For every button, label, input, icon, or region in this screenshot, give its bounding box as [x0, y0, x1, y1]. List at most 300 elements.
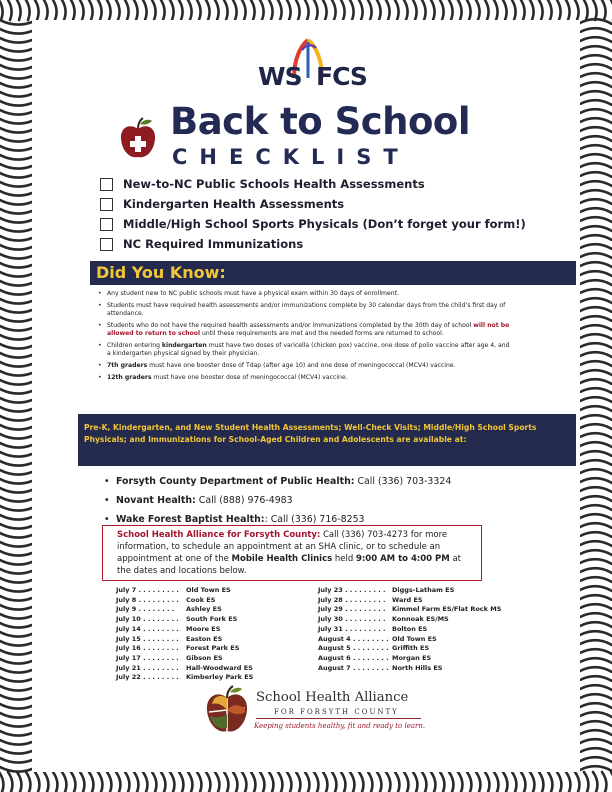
border-stripe: [0, 200, 32, 205]
border-stripe: [580, 559, 612, 564]
border-stripe: [0, 497, 32, 502]
page-title: Back to School: [170, 100, 471, 143]
border-stripe: [0, 362, 32, 367]
border-stripe: [0, 533, 32, 538]
border-stripe: [0, 218, 32, 223]
schedule-row: [116, 625, 253, 635]
border-stripe: [580, 91, 612, 96]
border-stripe: [539, 772, 543, 792]
border-stripe: [580, 694, 612, 699]
schedule-row: [318, 586, 501, 596]
schedule-school: Griffith ES: [392, 644, 430, 653]
border-stripe: [197, 0, 201, 20]
border-stripe: [580, 712, 612, 717]
schedule-school: Moore ES: [186, 624, 221, 633]
schedule-date: July 16 . . . . . . . .: [116, 644, 179, 653]
schedule-school: North Hills ES: [392, 663, 443, 672]
border-stripe: [413, 0, 417, 20]
border-stripe: [152, 772, 156, 792]
border-stripe: [0, 767, 32, 772]
border-stripe: [116, 0, 120, 20]
border-stripe: [494, 0, 498, 20]
schedule-school: Kimberley Park ES: [186, 673, 254, 682]
border-stripe: [26, 772, 30, 792]
schedule-row: [318, 664, 501, 674]
border-stripe: [188, 772, 192, 792]
border-stripe: [89, 0, 93, 20]
border-stripe: [580, 451, 612, 456]
border-stripe: [260, 772, 264, 792]
border-stripe: [260, 0, 264, 20]
sha-clinics: Mobile Health Clinics: [231, 554, 333, 564]
checklist: [100, 174, 526, 254]
fact-text: must have one booster dose of meningococcal (MCV4) vaccine.: [153, 373, 348, 381]
fact-item: [98, 302, 512, 318]
border-stripe: [332, 0, 336, 20]
sha-logo: [204, 684, 434, 740]
border-stripe: [485, 0, 489, 20]
border-stripe: [0, 29, 32, 34]
border-stripe: [0, 749, 32, 754]
border-stripe: [0, 695, 32, 700]
border-stripe: [0, 146, 32, 151]
border-stripe: [80, 772, 84, 792]
border-stripe: [0, 740, 32, 745]
border-stripe: [530, 0, 534, 20]
border-stripe: [580, 730, 612, 735]
border-stripe: [580, 541, 612, 546]
border-stripe: [116, 772, 120, 792]
border-stripe: [314, 0, 318, 20]
border-stripe: [467, 772, 471, 792]
schedule-school: Hall-Woodward ES: [186, 663, 253, 672]
schedule-school: Diggs-Latham ES: [392, 586, 455, 594]
border-stripe: [377, 0, 381, 20]
border-stripe: [296, 0, 300, 20]
border-stripe: [467, 0, 471, 20]
schedule-school: South Fork ES: [186, 615, 238, 624]
border-stripe: [0, 0, 3, 20]
border-stripe: [0, 299, 32, 304]
providers-list: [104, 472, 451, 529]
border-stripe: [503, 0, 507, 20]
schedule-date: August 7 . . . . . . . .: [318, 663, 389, 672]
provider-name: Novant Health:: [116, 495, 196, 506]
border-stripe: [580, 667, 612, 672]
border-stripe: [107, 772, 111, 792]
border-stripe: [580, 262, 612, 267]
schedule-row: [116, 654, 253, 664]
border-stripe: [584, 0, 588, 20]
border-stripe: [580, 145, 612, 150]
border-stripe: [580, 523, 612, 528]
fact-text: Any student new to NC public schools must have a physical exam within 30 days of enrollment.: [107, 290, 399, 297]
border-stripe: [0, 614, 32, 619]
schedule-school: Kimmel Farm ES/Flat Rock MS: [392, 605, 502, 614]
border-stripe: [269, 772, 273, 792]
border-stripe: [161, 772, 165, 792]
border-stripe: [26, 0, 30, 20]
fact-emphasis: 12th graders: [107, 373, 152, 381]
border-stripe: [580, 244, 612, 249]
border-stripe: [440, 772, 444, 792]
border-stripe: [580, 370, 612, 375]
schedule-date: August 6 . . . . . . . .: [318, 653, 389, 662]
border-stripe: [0, 56, 32, 61]
border-stripe: [0, 335, 32, 340]
border-stripe: [440, 0, 444, 20]
border-stripe: [580, 46, 612, 51]
border-stripe: [580, 433, 612, 438]
border-stripe: [395, 772, 399, 792]
border-stripe: [580, 271, 612, 276]
border-stripe: [0, 443, 32, 448]
border-stripe: [0, 632, 32, 637]
wsfcs-logo: [226, 34, 386, 94]
border-stripe: [0, 47, 32, 52]
border-stripe: [332, 772, 336, 792]
border-stripe: [0, 308, 32, 313]
border-stripe: [0, 326, 32, 331]
border-stripe: [44, 772, 48, 792]
border-stripe: [580, 487, 612, 492]
border-stripe: [98, 772, 102, 792]
checkbox[interactable]: [100, 198, 113, 211]
schedule-school: Forest Park ES: [186, 644, 240, 653]
border-stripe: [580, 460, 612, 465]
border-stripe: [404, 772, 408, 792]
border-stripe: [580, 658, 612, 663]
border-stripe: [0, 479, 32, 484]
sha-logo-name: School Health Alliance: [256, 690, 409, 705]
border-stripe: [107, 0, 111, 20]
border-stripe: [224, 0, 228, 20]
border-stripe: [287, 0, 291, 20]
border-stripe: [305, 772, 309, 792]
provider-name: Forsyth County Department of Public Health:: [116, 476, 355, 487]
border-stripe: [580, 595, 612, 600]
border-stripe: [580, 613, 612, 618]
schedule-row: [318, 605, 501, 615]
border-stripe: [580, 208, 612, 213]
border-stripe: [134, 772, 138, 792]
checklist-item-label: NC Required Immunizations: [123, 237, 304, 251]
border-stripe: [0, 704, 32, 709]
border-stripe: [386, 0, 390, 20]
logo-fcs-text: FCS: [316, 62, 367, 91]
border-stripe: [580, 343, 612, 348]
border-stripe: [0, 659, 32, 664]
border-stripe: [314, 772, 318, 792]
border-stripe: [0, 506, 32, 511]
sha-logo-county: FOR FORSYTH COUNTY: [274, 708, 399, 716]
schedule-date: August 4 . . . . . . . .: [318, 634, 389, 643]
border-stripe: [0, 173, 32, 178]
checklist-item: [100, 234, 526, 254]
border-stripe: [0, 434, 32, 439]
border-stripe: [278, 772, 282, 792]
border-stripe: [0, 407, 32, 412]
schedule-school: Easton ES: [186, 634, 223, 643]
border-stripe: [580, 118, 612, 123]
checkbox[interactable]: [100, 218, 113, 231]
border-stripe: [580, 442, 612, 447]
border-stripe: [580, 640, 612, 645]
border-stripe: [350, 772, 354, 792]
border-stripe: [206, 0, 210, 20]
schedule-row: [116, 644, 253, 654]
border-stripe: [0, 101, 32, 106]
border-stripe: [580, 496, 612, 501]
schedule-row: [116, 673, 253, 683]
apple-logo-icon: [204, 684, 250, 736]
checklist-item-label: Kindergarten Health Assessments: [123, 197, 345, 211]
checklist-item-label: New-to-NC Public Schools Health Assessments: [123, 177, 425, 191]
border-stripe: [485, 772, 489, 792]
fact-warning: will not be allowed to return to school: [107, 321, 510, 337]
border-stripe: [494, 772, 498, 792]
border-stripe: [170, 0, 174, 20]
border-stripe: [580, 757, 612, 762]
border-stripe: [287, 772, 291, 792]
border-stripe: [368, 0, 372, 20]
border-stripe: [0, 416, 32, 421]
schedule-row: [318, 625, 501, 635]
border-stripe: [8, 772, 12, 792]
schedule-school: Old Town ES: [392, 634, 437, 643]
border-stripe: [580, 766, 612, 771]
schedule-date: July 9 . . . . . . . .: [116, 605, 175, 614]
border-stripe: [251, 772, 255, 792]
border-stripe: [0, 524, 32, 529]
border-stripe: [580, 469, 612, 474]
border-stripe: [458, 0, 462, 20]
border-stripe: [580, 505, 612, 510]
schedule-row: [318, 596, 501, 606]
border-stripe: [580, 478, 612, 483]
schedule-date: July 21 . . . . . . . .: [116, 663, 179, 672]
checkbox[interactable]: [100, 238, 113, 251]
border-stripe: [580, 622, 612, 627]
border-stripe: [0, 569, 32, 574]
border-stripe: [449, 0, 453, 20]
border-stripe: [580, 586, 612, 591]
border-stripe: [0, 605, 32, 610]
border-stripe: [17, 772, 21, 792]
border-stripe: [296, 772, 300, 792]
border-stripe: [0, 254, 32, 259]
border-stripe: [422, 0, 426, 20]
border-stripe: [143, 772, 147, 792]
border-stripe: [242, 0, 246, 20]
sha-info-box: [102, 525, 482, 581]
border-stripe: [206, 772, 210, 792]
border-stripe: [0, 641, 32, 646]
checklist-item: [100, 214, 526, 234]
border-stripe: [580, 703, 612, 708]
border-stripe: [0, 677, 32, 682]
schedule-date: July 14 . . . . . . . .: [116, 624, 179, 633]
schedule-row: [318, 654, 501, 664]
border-stripe: [580, 289, 612, 294]
border-stripe: [580, 604, 612, 609]
facts-list: [98, 290, 512, 385]
border-stripe: [170, 772, 174, 792]
provider-phone: Call (888) 976-4983: [198, 495, 293, 506]
schedule-row: [116, 596, 253, 606]
border-stripe: [0, 650, 32, 655]
border-stripe: [242, 772, 246, 792]
border-stripe: [35, 772, 39, 792]
border-stripe: [580, 226, 612, 231]
schedule-date: July 28 . . . . . . . . .: [318, 595, 386, 604]
border-stripe: [0, 389, 32, 394]
schedule-school: Konnoak ES/MS: [392, 615, 449, 624]
border-stripe: [0, 236, 32, 241]
border-stripe: [580, 550, 612, 555]
border-stripe: [548, 772, 552, 792]
border-stripe: [580, 181, 612, 186]
border-stripe: [530, 772, 534, 792]
sha-text: Call (336) 703-4273 for more information, to schedule an appointment at an SHA clinic, or to schedule an appointment at one of the: [117, 530, 448, 564]
border-stripe: [580, 406, 612, 411]
border-stripe: [233, 0, 237, 20]
border-stripe: [580, 361, 612, 366]
border-stripe: [521, 0, 525, 20]
border-stripe: [557, 0, 561, 20]
border-stripe: [62, 0, 66, 20]
border-stripe: [0, 758, 32, 763]
border-stripe: [0, 686, 32, 691]
border-stripe: [580, 199, 612, 204]
schedule-right: [318, 586, 501, 673]
checklist-item-label: Middle/High School Sports Physicals (Don’t forget your form!): [123, 217, 526, 231]
border-stripe: [188, 0, 192, 20]
border-stripe: [580, 28, 612, 33]
border-stripe: [395, 0, 399, 20]
border-stripe: [251, 0, 255, 20]
border-stripe: [557, 772, 561, 792]
border-stripe: [580, 397, 612, 402]
border-stripe: [0, 470, 32, 475]
border-stripe: [0, 227, 32, 232]
schedule-school: Cook ES: [186, 595, 216, 604]
border-stripe: [0, 191, 32, 196]
border-stripe: [0, 281, 32, 286]
fact-text: Students who do not have the required health assessments and/or immunizations completed by the 30th day of school: [107, 321, 472, 329]
border-stripe: [580, 379, 612, 384]
border-stripe: [580, 37, 612, 42]
provider-name: Wake Forest Baptist Health:: [116, 514, 265, 525]
border-stripe: [580, 253, 612, 258]
border-stripe: [580, 424, 612, 429]
border-stripe: [580, 685, 612, 690]
checklist-item: [100, 194, 526, 214]
border-stripe: [580, 154, 612, 159]
border-stripe: [0, 425, 32, 430]
schedule-date: July 22 . . . . . . . .: [116, 673, 179, 682]
border-stripe: [512, 772, 516, 792]
border-stripe: [580, 82, 612, 87]
border-stripe: [413, 772, 417, 792]
border-stripe: [580, 100, 612, 105]
border-stripe: [580, 172, 612, 177]
schedule-row: [318, 615, 501, 625]
schedule-row: [116, 586, 253, 596]
border-stripe: [521, 772, 525, 792]
schedule-school: Old Town ES: [186, 586, 231, 594]
border-stripe: [0, 353, 32, 358]
border-stripe: [0, 371, 32, 376]
border-stripe: [580, 19, 612, 24]
schedule-school: Gibson ES: [186, 653, 223, 662]
border-stripe: [580, 235, 612, 240]
schedule-row: [116, 615, 253, 625]
provider-phone: Call (336) 703-3324: [357, 476, 452, 487]
border-stripe: [8, 0, 12, 20]
border-stripe: [278, 0, 282, 20]
border-stripe: [350, 0, 354, 20]
border-stripe: [539, 0, 543, 20]
border-stripe: [580, 325, 612, 330]
border-stripe: [580, 649, 612, 654]
schedule-school: Morgan ES: [392, 653, 432, 662]
border-stripe: [215, 772, 219, 792]
page-subtitle: CHECKLIST: [172, 145, 410, 169]
fact-item: [98, 362, 512, 370]
schedule-date: July 29 . . . . . . . . .: [318, 605, 386, 614]
border-stripe: [0, 263, 32, 268]
border-stripe: [0, 596, 32, 601]
border-stripe: [0, 290, 32, 295]
border-stripe: [0, 65, 32, 70]
did-you-know-banner: [90, 261, 576, 285]
schedule-date: July 10 . . . . . . . .: [116, 615, 179, 624]
border-stripe: [305, 0, 309, 20]
sha-time: 9:00 AM to 4:00 PM: [355, 554, 450, 564]
border-stripe: [580, 739, 612, 744]
border-stripe: [0, 110, 32, 115]
border-stripe: [71, 0, 75, 20]
border-stripe: [580, 334, 612, 339]
sha-logo-divider: [256, 718, 421, 719]
border-stripe: [0, 92, 32, 97]
border-stripe: [449, 772, 453, 792]
checkbox[interactable]: [100, 178, 113, 191]
sha-held: held: [334, 554, 354, 564]
border-stripe: [0, 128, 32, 133]
border-stripe: [323, 0, 327, 20]
border-stripe: [80, 0, 84, 20]
availability-text: Pre-K, Kindergarten, and New Student Health Assessments; Well-Check Visits; Middle/High School Sports Physicals; and Immunizations for School-Aged Children and Adolescents are available at:: [84, 423, 537, 444]
border-stripe: [548, 0, 552, 20]
border-stripe: [580, 577, 612, 582]
border-stripe: [602, 0, 606, 20]
border-stripe: [0, 668, 32, 673]
schedule-date: July 15 . . . . . . . .: [116, 634, 179, 643]
border-stripe: [0, 38, 32, 43]
schedule-date: August 5 . . . . . . . .: [318, 644, 389, 653]
sha-name: School Health Alliance for Forsyth County:: [117, 530, 321, 540]
schedule-date: July 30 . . . . . . . . .: [318, 615, 386, 624]
border-stripe: [580, 316, 612, 321]
border-stripe: [593, 0, 597, 20]
schedule-row: [116, 605, 253, 615]
border-stripe: [0, 542, 32, 547]
border-stripe: [575, 772, 579, 792]
border-stripe: [0, 560, 32, 565]
border-stripe: [0, 83, 32, 88]
